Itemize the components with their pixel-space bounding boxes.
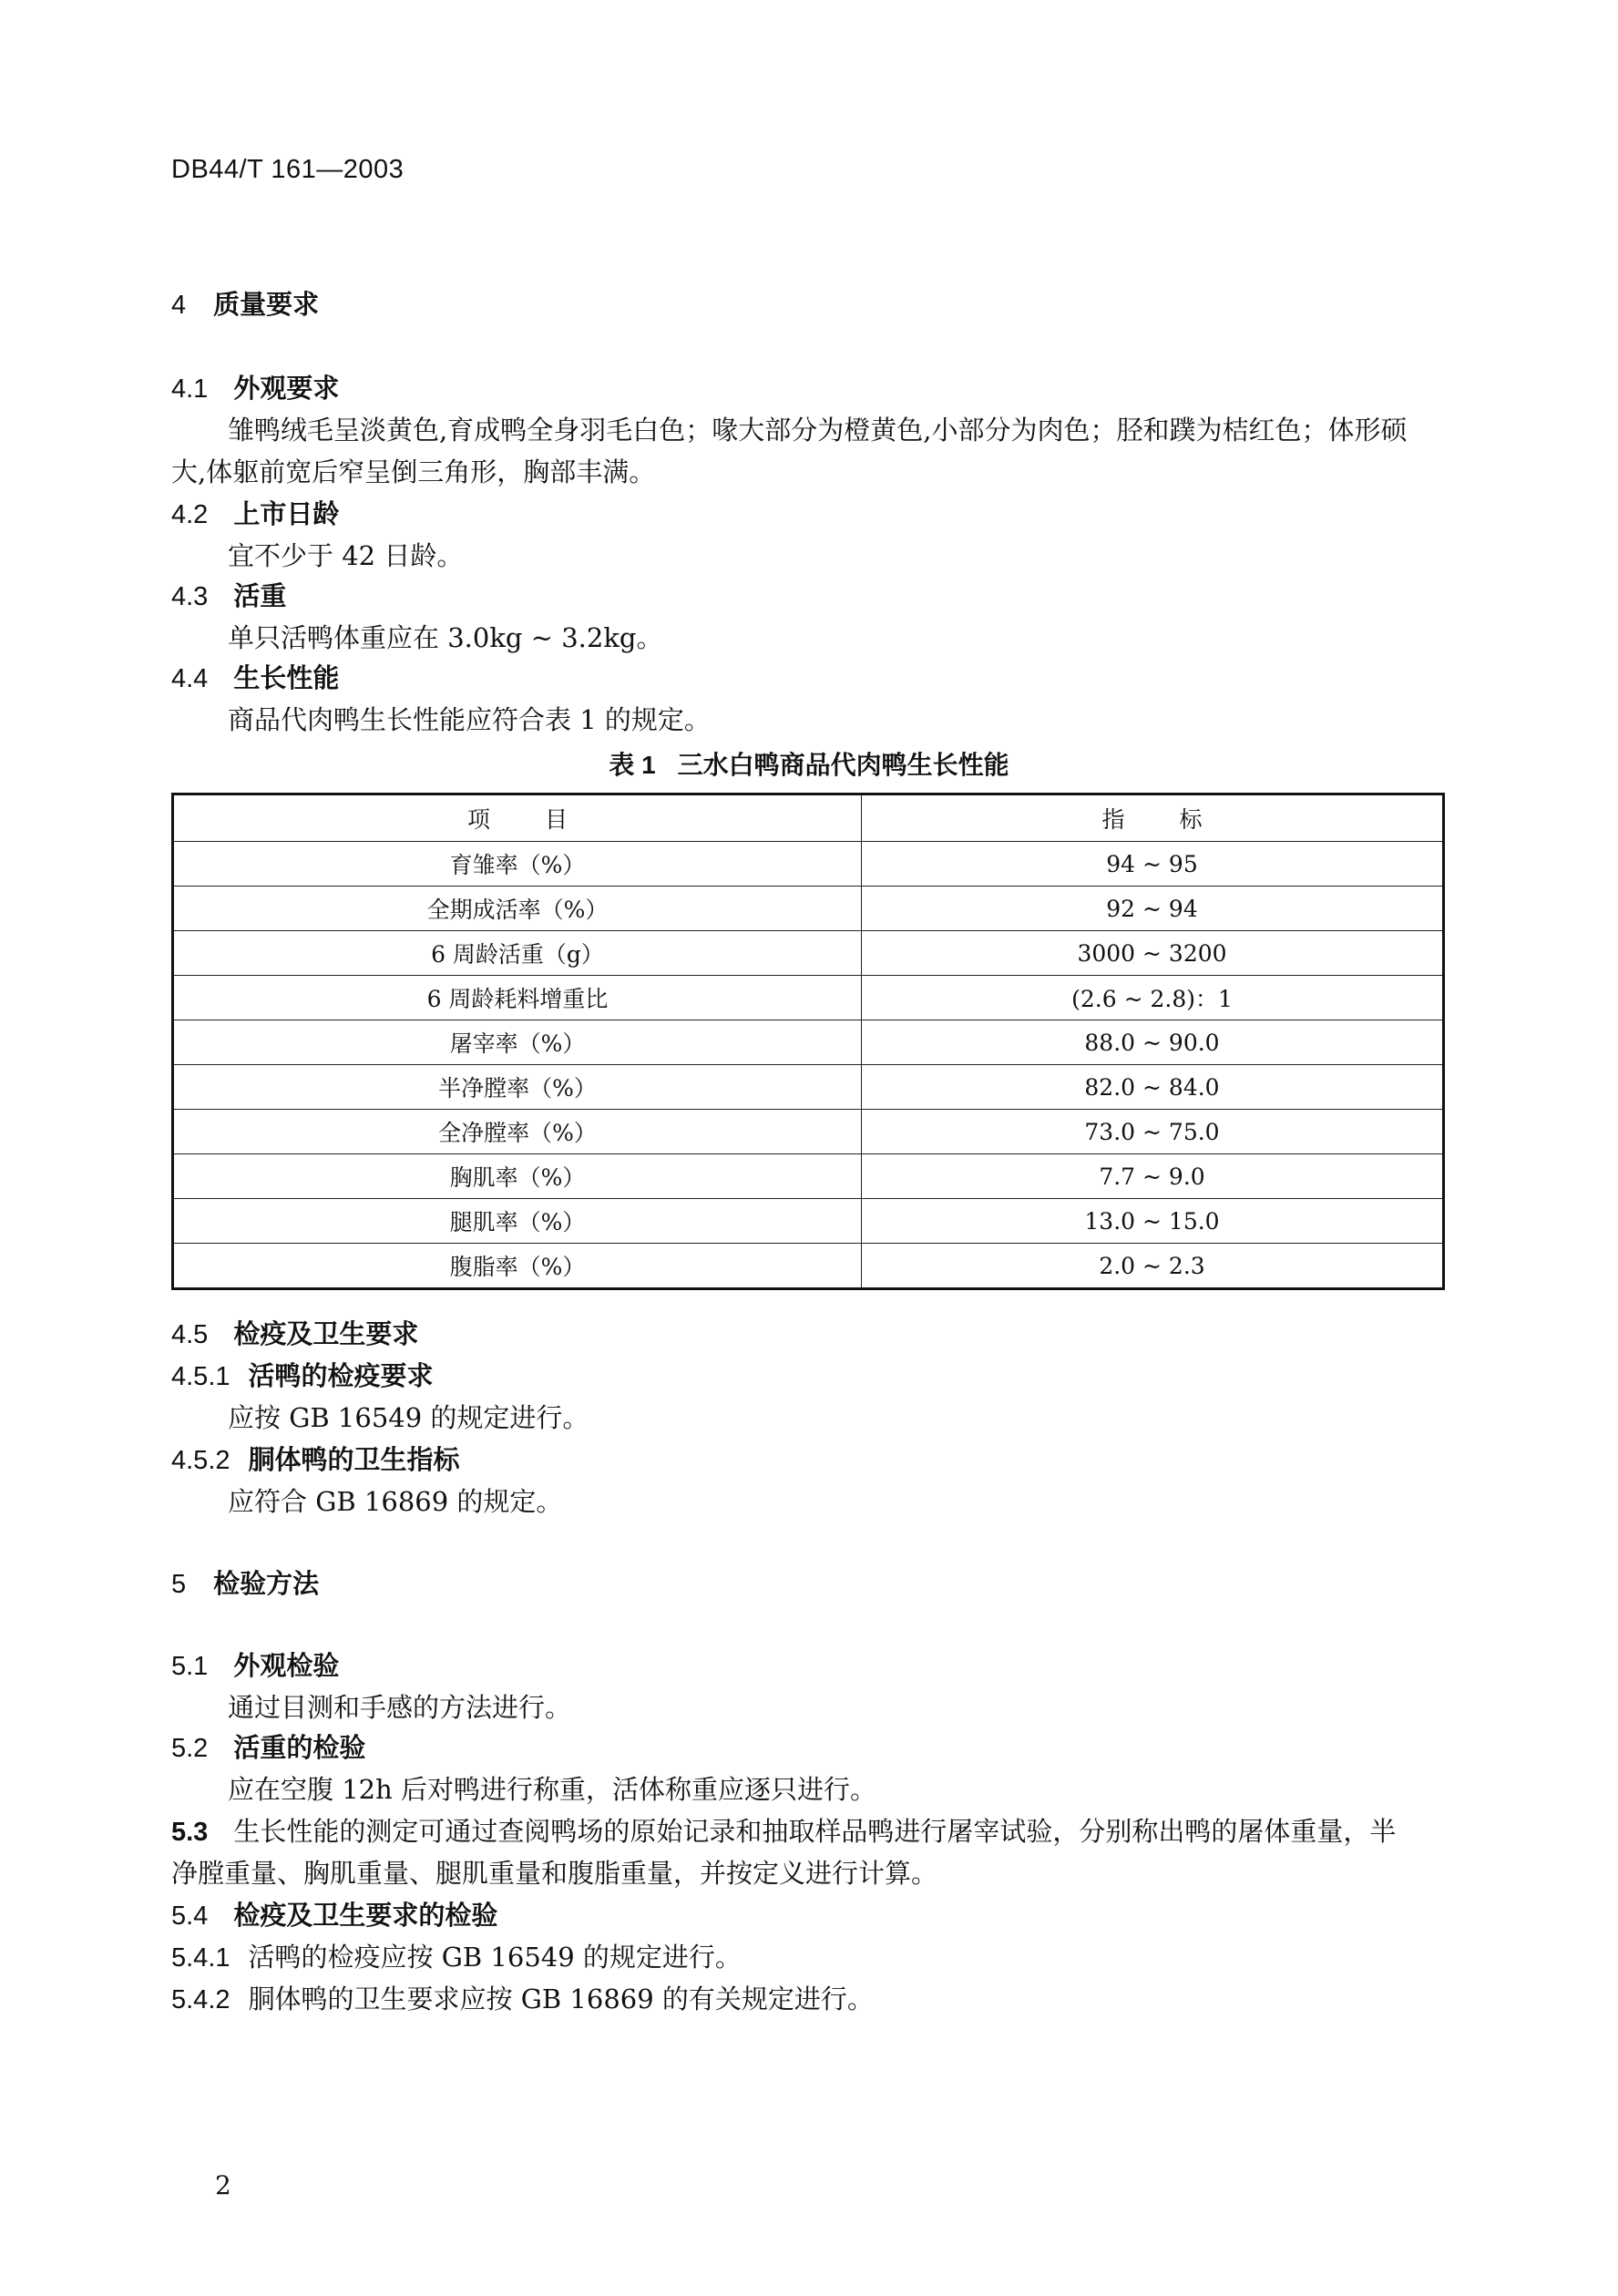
- row-item: 屠宰率（%）: [173, 1020, 862, 1065]
- section-number: 4.4: [171, 664, 209, 693]
- row-item: 胸肌率（%）: [173, 1154, 862, 1199]
- row-item: 6 周龄耗料增重比: [173, 976, 862, 1020]
- row-item: 腹脂率（%）: [173, 1244, 862, 1289]
- section-title: 检疫及卫生要求: [233, 1318, 419, 1349]
- section-number: 4.5: [171, 1320, 209, 1349]
- row-value: 2.0 ~ 2.3: [862, 1244, 1444, 1289]
- header-indicator: 指标: [1101, 806, 1257, 833]
- standard-code: DB44/T 161—2003: [171, 155, 404, 184]
- table-caption-text: 三水白鸭商品代肉鸭生长性能: [677, 750, 1009, 780]
- row-item: 育雏率（%）: [173, 842, 862, 887]
- row-item: 半净膛率（%）: [173, 1065, 862, 1110]
- table-row: [173, 887, 1444, 931]
- table-row: [173, 842, 1444, 887]
- row-value: 82.0 ~ 84.0: [862, 1065, 1444, 1110]
- section-5-4-heading: [171, 1899, 497, 1932]
- row-item: 6 周龄活重（g）: [173, 931, 862, 976]
- section-4-2-heading: [171, 497, 339, 531]
- section-5-2-heading: [171, 1731, 365, 1765]
- row-value: 94 ~ 95: [862, 842, 1444, 887]
- section-5-4-2-text: 胴体鸭的卫生要求应按 GB 16869 的有关规定进行。: [248, 1983, 874, 2014]
- row-value: (2.6 ~ 2.8)：1: [862, 976, 1444, 1020]
- section-title: 检疫及卫生要求的检验: [233, 1900, 498, 1931]
- table-row: [173, 1244, 1444, 1289]
- growth-performance-table: [171, 793, 1445, 1290]
- section-5-3-text-line1: 生长性能的测定可通过查阅鸭场的原始记录和抽取样品鸭进行屠宰试验，分别称出鸭的屠体重量，半: [233, 1816, 1397, 1847]
- section-number: 5.3: [171, 1818, 209, 1847]
- row-value: 3000 ~ 3200: [862, 931, 1444, 976]
- section-title: 活重: [233, 580, 287, 611]
- table-row: [173, 1110, 1444, 1154]
- section-number: 4.1: [171, 374, 209, 404]
- section-number: 5.4.1: [171, 1943, 230, 1973]
- section-title: 外观要求: [233, 373, 340, 404]
- section-title: 生长性能: [233, 662, 340, 693]
- section-title: 检验方法: [213, 1568, 320, 1599]
- section-title: 上市日龄: [233, 498, 340, 529]
- section-5-1-text: 通过目测和手感的方法进行。: [228, 1692, 572, 1723]
- table-row: [173, 931, 1444, 976]
- row-value: 13.0 ~ 15.0: [862, 1199, 1444, 1244]
- section-4-3-text: 单只活鸭体重应在 3.0kg ~ 3.2kg。: [228, 622, 663, 653]
- section-4-1-heading: [171, 372, 339, 405]
- row-item: 全期成活率（%）: [173, 887, 862, 931]
- section-5-1-heading: [171, 1649, 339, 1683]
- section-number: 4.2: [171, 500, 209, 529]
- section-number: 5.2: [171, 1734, 209, 1763]
- section-4-1-text-line2: 大,体躯前宽后窄呈倒三角形，胸部丰满。: [171, 456, 656, 487]
- section-4-2-text: 宜不少于 42 日龄。: [228, 540, 464, 571]
- table-1-caption: [0, 745, 1618, 782]
- row-value: 73.0 ~ 75.0: [862, 1110, 1444, 1154]
- section-title: 胴体鸭的卫生指标: [248, 1444, 460, 1475]
- section-4-5-1-heading: [171, 1359, 434, 1393]
- section-4-5-2-text: 应符合 GB 16869 的规定。: [228, 1486, 563, 1517]
- section-number: 5.4.2: [171, 1985, 230, 2014]
- section-5-3-text-line2: 净膛重量、胸肌重量、腿肌重量和腹脂重量，并按定义进行计算。: [171, 1858, 938, 1889]
- section-4-5-1-text: 应按 GB 16549 的规定进行。: [228, 1402, 589, 1433]
- section-title: 活鸭的检疫要求: [248, 1360, 434, 1391]
- section-5-4-2: [171, 1983, 874, 2016]
- table-row: [173, 1199, 1444, 1244]
- header-item: 项目: [173, 794, 862, 842]
- section-number: 5.1: [171, 1652, 209, 1681]
- section-5-3-line1: [171, 1815, 1396, 1849]
- table-row: [173, 976, 1444, 1020]
- table-row: [173, 1020, 1444, 1065]
- section-4-1-text-line1: 雏鸭绒毛呈淡黄色,育成鸭全身羽毛白色；喙大部分为橙黄色,小部分为肉色；胫和蹼为桔红色；体形硕: [228, 415, 1408, 446]
- table-row: [173, 1065, 1444, 1110]
- section-number: 4: [171, 291, 187, 320]
- table-number: 表 1: [609, 751, 656, 779]
- table-header-row: [173, 794, 1444, 842]
- row-item: 腿肌率（%）: [173, 1199, 862, 1244]
- section-number: 5.4: [171, 1901, 209, 1931]
- row-item: 全净膛率（%）: [173, 1110, 862, 1154]
- section-5-heading: [171, 1567, 319, 1601]
- row-value: 7.7 ~ 9.0: [862, 1154, 1444, 1199]
- section-4-3-heading: [171, 579, 286, 613]
- page-number: 2: [215, 2170, 231, 2200]
- section-5-4-1-text: 活鸭的检疫应按 GB 16549 的规定进行。: [248, 1942, 742, 1973]
- section-5-2-text: 应在空腹 12h 后对鸭进行称重，活体称重应逐只进行。: [228, 1774, 877, 1805]
- section-number: 5: [171, 1570, 187, 1599]
- section-title: 质量要求: [213, 289, 320, 320]
- table-row: [173, 1154, 1444, 1199]
- section-number: 4.5.1: [171, 1362, 230, 1391]
- section-number: 4.3: [171, 582, 209, 611]
- row-value: 92 ~ 94: [862, 887, 1444, 931]
- section-4-4-text: 商品代肉鸭生长性能应符合表 1 的规定。: [228, 704, 711, 735]
- section-4-5-heading: [171, 1317, 418, 1351]
- section-number: 4.5.2: [171, 1446, 230, 1475]
- section-4-4-heading: [171, 661, 339, 695]
- section-4-5-2-heading: [171, 1443, 460, 1477]
- row-value: 88.0 ~ 90.0: [862, 1020, 1444, 1065]
- section-5-4-1: [171, 1941, 742, 1974]
- section-title: 外观检验: [233, 1650, 340, 1681]
- section-title: 活重的检验: [233, 1732, 366, 1763]
- section-4-heading: [171, 288, 319, 322]
